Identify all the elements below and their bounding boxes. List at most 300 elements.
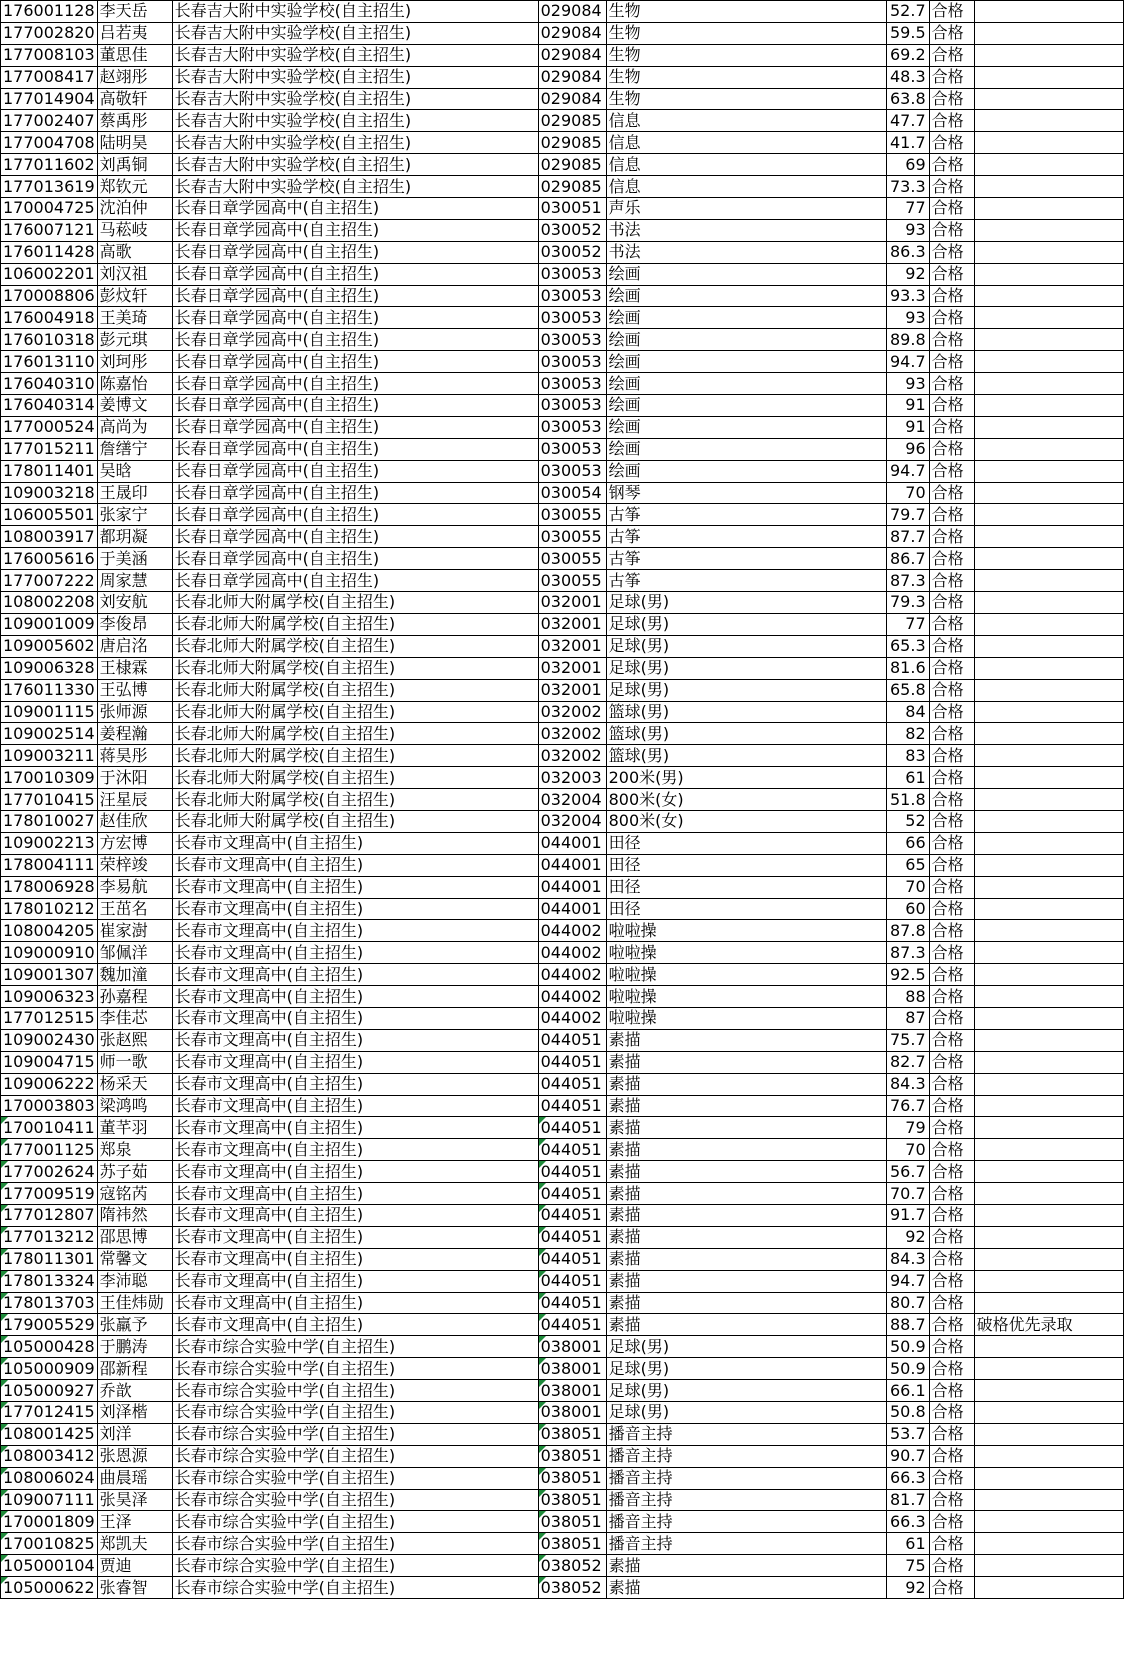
cell-note[interactable] [974,548,1123,570]
cell-subject[interactable]: 足球(男) [606,635,886,657]
cell-note[interactable] [974,1270,1123,1292]
cell-student-id[interactable]: 105000428 [1,1336,98,1358]
cell-name[interactable]: 詹缮宁 [97,438,172,460]
cell-score[interactable]: 89.8 [886,329,929,351]
cell-score[interactable]: 79 [886,1117,929,1139]
cell-subject-code[interactable]: 032001 [538,635,606,657]
cell-subject-code[interactable]: 038051 [538,1489,606,1511]
cell-student-id[interactable]: 178013703 [1,1292,98,1314]
cell-note[interactable] [974,198,1123,220]
cell-subject[interactable]: 足球(男) [606,592,886,614]
cell-result[interactable]: 合格 [929,876,974,898]
cell-subject[interactable]: 生物 [606,66,886,88]
cell-subject-code[interactable]: 030055 [538,526,606,548]
cell-name[interactable]: 高歌 [97,241,172,263]
cell-student-id[interactable]: 177015211 [1,438,98,460]
cell-subject[interactable]: 足球(男) [606,657,886,679]
cell-student-id[interactable]: 170010411 [1,1117,98,1139]
cell-name[interactable]: 邹佩洋 [97,942,172,964]
cell-subject-code[interactable]: 032001 [538,613,606,635]
cell-name[interactable]: 赵佳欣 [97,810,172,832]
cell-school[interactable]: 长春市文理高中(自主招生) [172,964,538,986]
cell-subject[interactable]: 足球(男) [606,679,886,701]
cell-school[interactable]: 长春市文理高中(自主招生) [172,920,538,942]
cell-note[interactable] [974,570,1123,592]
cell-subject-code[interactable]: 032003 [538,767,606,789]
cell-subject-code[interactable]: 030052 [538,241,606,263]
cell-score[interactable]: 66.1 [886,1380,929,1402]
cell-score[interactable]: 61 [886,1533,929,1555]
cell-subject[interactable]: 绘画 [606,285,886,307]
cell-score[interactable]: 75 [886,1555,929,1577]
cell-school[interactable]: 长春市文理高中(自主招生) [172,1226,538,1248]
cell-student-id[interactable]: 176011330 [1,679,98,701]
cell-note[interactable] [974,1007,1123,1029]
cell-name[interactable]: 李佳芯 [97,1007,172,1029]
cell-name[interactable]: 常馨文 [97,1248,172,1270]
cell-note[interactable] [974,1,1123,23]
cell-result[interactable]: 合格 [929,1139,974,1161]
cell-note[interactable] [974,810,1123,832]
cell-subject-code[interactable]: 044051 [538,1161,606,1183]
cell-subject-code[interactable]: 029084 [538,88,606,110]
cell-name[interactable]: 张家宁 [97,504,172,526]
cell-subject[interactable]: 信息 [606,176,886,198]
cell-school[interactable]: 长春北师大附属学校(自主招生) [172,679,538,701]
cell-note[interactable] [974,526,1123,548]
cell-student-id[interactable]: 109001307 [1,964,98,986]
cell-score[interactable]: 91 [886,416,929,438]
cell-school[interactable]: 长春北师大附属学校(自主招生) [172,701,538,723]
cell-subject[interactable]: 书法 [606,219,886,241]
cell-result[interactable]: 合格 [929,110,974,132]
cell-score[interactable]: 79.7 [886,504,929,526]
cell-note[interactable] [974,1029,1123,1051]
cell-note[interactable] [974,1467,1123,1489]
cell-score[interactable]: 90.7 [886,1445,929,1467]
cell-student-id[interactable]: 177011602 [1,154,98,176]
cell-student-id[interactable]: 177002624 [1,1161,98,1183]
cell-subject-code[interactable]: 030053 [538,307,606,329]
cell-school[interactable]: 长春市文理高中(自主招生) [172,1007,538,1029]
cell-result[interactable]: 合格 [929,548,974,570]
cell-name[interactable]: 刘洋 [97,1423,172,1445]
cell-score[interactable]: 77 [886,198,929,220]
cell-note[interactable] [974,723,1123,745]
cell-note[interactable] [974,1445,1123,1467]
cell-note[interactable] [974,176,1123,198]
cell-school[interactable]: 长春北师大附属学校(自主招生) [172,810,538,832]
cell-score[interactable]: 59.5 [886,22,929,44]
cell-score[interactable]: 50.8 [886,1402,929,1424]
cell-student-id[interactable]: 105000909 [1,1358,98,1380]
cell-name[interactable]: 荣梓竣 [97,854,172,876]
cell-student-id[interactable]: 176001128 [1,1,98,23]
cell-subject[interactable]: 素描 [606,1270,886,1292]
cell-note[interactable] [974,1095,1123,1117]
cell-school[interactable]: 长春吉大附中实验学校(自主招生) [172,88,538,110]
cell-subject[interactable]: 足球(男) [606,1402,886,1424]
cell-note[interactable] [974,460,1123,482]
cell-student-id[interactable]: 177002407 [1,110,98,132]
cell-name[interactable]: 李俊昂 [97,613,172,635]
cell-subject-code[interactable]: 030053 [538,285,606,307]
cell-student-id[interactable]: 109002213 [1,832,98,854]
cell-subject-code[interactable]: 044051 [538,1117,606,1139]
cell-result[interactable]: 合格 [929,1204,974,1226]
cell-school[interactable]: 长春市文理高中(自主招生) [172,1073,538,1095]
cell-score[interactable]: 87.8 [886,920,929,942]
cell-school[interactable]: 长春市文理高中(自主招生) [172,1117,538,1139]
cell-school[interactable]: 长春吉大附中实验学校(自主招生) [172,22,538,44]
cell-school[interactable]: 长春市文理高中(自主招生) [172,1204,538,1226]
cell-school[interactable]: 长春日章学园高中(自主招生) [172,526,538,548]
cell-subject-code[interactable]: 032002 [538,745,606,767]
cell-note[interactable] [974,241,1123,263]
cell-score[interactable]: 84 [886,701,929,723]
cell-subject-code[interactable]: 038001 [538,1380,606,1402]
cell-score[interactable]: 48.3 [886,66,929,88]
cell-note[interactable] [974,307,1123,329]
cell-score[interactable]: 92.5 [886,964,929,986]
cell-subject[interactable]: 素描 [606,1577,886,1599]
cell-score[interactable]: 84.3 [886,1073,929,1095]
cell-subject[interactable]: 书法 [606,241,886,263]
cell-subject-code[interactable]: 029085 [538,154,606,176]
cell-school[interactable]: 长春日章学园高中(自主招生) [172,504,538,526]
cell-name[interactable]: 刘珂彤 [97,351,172,373]
cell-student-id[interactable]: 177013212 [1,1226,98,1248]
cell-score[interactable]: 82 [886,723,929,745]
cell-school[interactable]: 长春吉大附中实验学校(自主招生) [172,110,538,132]
cell-name[interactable]: 蒋昊彤 [97,745,172,767]
cell-name[interactable]: 都玥凝 [97,526,172,548]
cell-name[interactable]: 王茁名 [97,898,172,920]
cell-result[interactable]: 合格 [929,132,974,154]
cell-score[interactable]: 41.7 [886,132,929,154]
cell-result[interactable]: 合格 [929,1489,974,1511]
cell-note[interactable] [974,329,1123,351]
cell-student-id[interactable]: 108001425 [1,1423,98,1445]
cell-subject-code[interactable]: 044051 [538,1029,606,1051]
cell-note[interactable] [974,1051,1123,1073]
cell-note[interactable] [974,679,1123,701]
cell-score[interactable]: 52 [886,810,929,832]
cell-subject-code[interactable]: 032004 [538,810,606,832]
cell-score[interactable]: 65.8 [886,679,929,701]
cell-subject[interactable]: 200米(男) [606,767,886,789]
cell-note[interactable] [974,482,1123,504]
cell-subject-code[interactable]: 038001 [538,1336,606,1358]
cell-result[interactable]: 合格 [929,438,974,460]
cell-score[interactable]: 63.8 [886,88,929,110]
cell-subject[interactable]: 篮球(男) [606,723,886,745]
cell-name[interactable]: 方宏博 [97,832,172,854]
cell-subject[interactable]: 素描 [606,1204,886,1226]
cell-note[interactable] [974,1226,1123,1248]
cell-score[interactable]: 86.7 [886,548,929,570]
cell-result[interactable]: 合格 [929,1467,974,1489]
cell-subject[interactable]: 绘画 [606,416,886,438]
cell-name[interactable]: 崔家澍 [97,920,172,942]
cell-student-id[interactable]: 177013619 [1,176,98,198]
cell-subject-code[interactable]: 030055 [538,548,606,570]
cell-name[interactable]: 张赵熙 [97,1029,172,1051]
cell-result[interactable]: 合格 [929,613,974,635]
cell-result[interactable]: 合格 [929,745,974,767]
cell-score[interactable]: 83 [886,745,929,767]
cell-name[interactable]: 王棣霖 [97,657,172,679]
cell-score[interactable]: 47.7 [886,110,929,132]
cell-note[interactable] [974,438,1123,460]
cell-subject-code[interactable]: 044051 [538,1314,606,1336]
cell-score[interactable]: 93 [886,307,929,329]
cell-result[interactable]: 合格 [929,920,974,942]
cell-note[interactable] [974,132,1123,154]
cell-school[interactable]: 长春北师大附属学校(自主招生) [172,657,538,679]
cell-school[interactable]: 长春市文理高中(自主招生) [172,1051,538,1073]
cell-result[interactable]: 合格 [929,570,974,592]
cell-result[interactable]: 合格 [929,592,974,614]
cell-school[interactable]: 长春北师大附属学校(自主招生) [172,723,538,745]
cell-school[interactable]: 长春日章学园高中(自主招生) [172,548,538,570]
cell-result[interactable]: 合格 [929,219,974,241]
cell-student-id[interactable]: 178010027 [1,810,98,832]
cell-student-id[interactable]: 170004725 [1,198,98,220]
cell-subject-code[interactable]: 044001 [538,898,606,920]
cell-student-id[interactable]: 109004715 [1,1051,98,1073]
cell-result[interactable]: 合格 [929,635,974,657]
cell-name[interactable]: 魏加潼 [97,964,172,986]
cell-name[interactable]: 张羸予 [97,1314,172,1336]
cell-school[interactable]: 长春市综合实验中学(自主招生) [172,1358,538,1380]
cell-name[interactable]: 刘禹铜 [97,154,172,176]
cell-school[interactable]: 长春市文理高中(自主招生) [172,876,538,898]
cell-school[interactable]: 长春市综合实验中学(自主招生) [172,1467,538,1489]
cell-result[interactable]: 合格 [929,1161,974,1183]
cell-note[interactable] [974,1292,1123,1314]
cell-subject[interactable]: 啦啦操 [606,920,886,942]
cell-score[interactable]: 87 [886,1007,929,1029]
cell-score[interactable]: 88 [886,986,929,1008]
cell-name[interactable]: 姜博文 [97,395,172,417]
cell-result[interactable]: 合格 [929,44,974,66]
cell-name[interactable]: 张恩源 [97,1445,172,1467]
cell-name[interactable]: 吕若夷 [97,22,172,44]
cell-name[interactable]: 苏子茹 [97,1161,172,1183]
cell-name[interactable]: 汪星辰 [97,789,172,811]
cell-result[interactable]: 合格 [929,832,974,854]
cell-name[interactable]: 郑钦元 [97,176,172,198]
cell-result[interactable]: 合格 [929,854,974,876]
cell-result[interactable]: 合格 [929,1270,974,1292]
cell-school[interactable]: 长春日章学园高中(自主招生) [172,263,538,285]
cell-school[interactable]: 长春吉大附中实验学校(自主招生) [172,176,538,198]
cell-result[interactable]: 合格 [929,198,974,220]
cell-name[interactable]: 孙嘉程 [97,986,172,1008]
cell-school[interactable]: 长春市文理高中(自主招生) [172,1183,538,1205]
cell-result[interactable]: 合格 [929,942,974,964]
cell-score[interactable]: 79.3 [886,592,929,614]
cell-subject-code[interactable]: 044002 [538,920,606,942]
cell-subject[interactable]: 生物 [606,88,886,110]
cell-name[interactable]: 陆明昊 [97,132,172,154]
cell-subject-code[interactable]: 029085 [538,176,606,198]
cell-result[interactable]: 合格 [929,1029,974,1051]
cell-school[interactable]: 长春市综合实验中学(自主招生) [172,1511,538,1533]
cell-name[interactable]: 张昊泽 [97,1489,172,1511]
cell-score[interactable]: 94.7 [886,351,929,373]
cell-score[interactable]: 77 [886,613,929,635]
cell-note[interactable] [974,613,1123,635]
cell-student-id[interactable]: 177012515 [1,1007,98,1029]
cell-name[interactable]: 马菘岐 [97,219,172,241]
cell-score[interactable]: 82.7 [886,1051,929,1073]
cell-student-id[interactable]: 109001115 [1,701,98,723]
cell-subject[interactable]: 素描 [606,1248,886,1270]
cell-school[interactable]: 长春日章学园高中(自主招生) [172,438,538,460]
cell-student-id[interactable]: 109006222 [1,1073,98,1095]
cell-subject[interactable]: 古筝 [606,504,886,526]
cell-school[interactable]: 长春北师大附属学校(自主招生) [172,789,538,811]
cell-subject[interactable]: 播音主持 [606,1511,886,1533]
cell-subject[interactable]: 篮球(男) [606,745,886,767]
cell-subject-code[interactable]: 029084 [538,1,606,23]
cell-school[interactable]: 长春日章学园高中(自主招生) [172,241,538,263]
cell-score[interactable]: 52.7 [886,1,929,23]
cell-result[interactable]: 合格 [929,1336,974,1358]
cell-note[interactable] [974,504,1123,526]
cell-subject[interactable]: 播音主持 [606,1423,886,1445]
cell-note[interactable] [974,635,1123,657]
cell-result[interactable]: 合格 [929,1555,974,1577]
cell-student-id[interactable]: 170001809 [1,1511,98,1533]
cell-student-id[interactable]: 177001125 [1,1139,98,1161]
cell-subject-code[interactable]: 044002 [538,964,606,986]
cell-subject[interactable]: 绘画 [606,329,886,351]
cell-subject-code[interactable]: 029085 [538,132,606,154]
cell-student-id[interactable]: 177010415 [1,789,98,811]
cell-result[interactable]: 合格 [929,1402,974,1424]
cell-subject-code[interactable]: 044002 [538,942,606,964]
cell-subject-code[interactable]: 030053 [538,416,606,438]
cell-student-id[interactable]: 170010309 [1,767,98,789]
cell-name[interactable]: 郑泉 [97,1139,172,1161]
cell-subject-code[interactable]: 044002 [538,1007,606,1029]
cell-school[interactable]: 长春日章学园高中(自主招生) [172,351,538,373]
cell-subject[interactable]: 绘画 [606,460,886,482]
cell-subject-code[interactable]: 044051 [538,1051,606,1073]
cell-student-id[interactable]: 178004111 [1,854,98,876]
cell-student-id[interactable]: 177014904 [1,88,98,110]
cell-subject-code[interactable]: 030053 [538,263,606,285]
cell-note[interactable] [974,1336,1123,1358]
cell-result[interactable]: 合格 [929,1073,974,1095]
cell-student-id[interactable]: 108003412 [1,1445,98,1467]
cell-result[interactable]: 合格 [929,1248,974,1270]
cell-subject[interactable]: 素描 [606,1117,886,1139]
cell-result[interactable]: 合格 [929,1183,974,1205]
cell-subject-code[interactable]: 029084 [538,22,606,44]
cell-student-id[interactable]: 108002208 [1,592,98,614]
cell-school[interactable]: 长春北师大附属学校(自主招生) [172,613,538,635]
cell-result[interactable]: 合格 [929,1533,974,1555]
cell-result[interactable]: 合格 [929,1577,974,1599]
cell-result[interactable]: 合格 [929,241,974,263]
cell-note[interactable] [974,898,1123,920]
cell-result[interactable]: 合格 [929,1358,974,1380]
cell-subject-code[interactable]: 032001 [538,679,606,701]
cell-school[interactable]: 长春市综合实验中学(自主招生) [172,1402,538,1424]
cell-subject-code[interactable]: 030054 [538,482,606,504]
cell-subject[interactable]: 信息 [606,110,886,132]
cell-subject-code[interactable]: 038051 [538,1511,606,1533]
cell-school[interactable]: 长春日章学园高中(自主招生) [172,395,538,417]
cell-subject-code[interactable]: 044002 [538,986,606,1008]
cell-subject[interactable]: 足球(男) [606,1380,886,1402]
cell-result[interactable]: 合格 [929,1,974,23]
cell-note[interactable] [974,701,1123,723]
cell-subject-code[interactable]: 030053 [538,373,606,395]
cell-result[interactable]: 合格 [929,1511,974,1533]
cell-subject[interactable]: 素描 [606,1161,886,1183]
cell-student-id[interactable]: 176005616 [1,548,98,570]
cell-score[interactable]: 70 [886,482,929,504]
cell-school[interactable]: 长春市文理高中(自主招生) [172,1292,538,1314]
cell-score[interactable]: 87.7 [886,526,929,548]
cell-name[interactable]: 蔡禹彤 [97,110,172,132]
cell-student-id[interactable]: 177009519 [1,1183,98,1205]
cell-result[interactable]: 合格 [929,504,974,526]
cell-student-id[interactable]: 176013110 [1,351,98,373]
cell-score[interactable]: 81.7 [886,1489,929,1511]
cell-school[interactable]: 长春市文理高中(自主招生) [172,1029,538,1051]
cell-note[interactable] [974,66,1123,88]
cell-subject-code[interactable]: 029084 [538,44,606,66]
cell-score[interactable]: 70 [886,876,929,898]
cell-subject-code[interactable]: 038001 [538,1358,606,1380]
cell-name[interactable]: 周家慧 [97,570,172,592]
cell-note[interactable] [974,416,1123,438]
cell-student-id[interactable]: 109005602 [1,635,98,657]
cell-note[interactable] [974,1380,1123,1402]
cell-name[interactable]: 于美涵 [97,548,172,570]
cell-result[interactable]: 合格 [929,1445,974,1467]
cell-name[interactable]: 王弘博 [97,679,172,701]
cell-name[interactable]: 王美琦 [97,307,172,329]
cell-student-id[interactable]: 176007121 [1,219,98,241]
cell-result[interactable]: 合格 [929,263,974,285]
cell-subject[interactable]: 生物 [606,22,886,44]
cell-note[interactable] [974,986,1123,1008]
cell-note[interactable] [974,1204,1123,1226]
cell-score[interactable]: 73.3 [886,176,929,198]
cell-result[interactable]: 合格 [929,657,974,679]
cell-subject-code[interactable]: 044051 [538,1226,606,1248]
cell-student-id[interactable]: 170010825 [1,1533,98,1555]
cell-subject[interactable]: 田径 [606,898,886,920]
cell-subject-code[interactable]: 038052 [538,1555,606,1577]
cell-student-id[interactable]: 177012415 [1,1402,98,1424]
cell-subject[interactable]: 800米(女) [606,810,886,832]
cell-student-id[interactable]: 109002514 [1,723,98,745]
cell-score[interactable]: 88.7 [886,1314,929,1336]
cell-subject[interactable]: 声乐 [606,198,886,220]
cell-note[interactable] [974,395,1123,417]
cell-subject[interactable]: 播音主持 [606,1489,886,1511]
cell-student-id[interactable]: 178006928 [1,876,98,898]
cell-name[interactable]: 王泽 [97,1511,172,1533]
